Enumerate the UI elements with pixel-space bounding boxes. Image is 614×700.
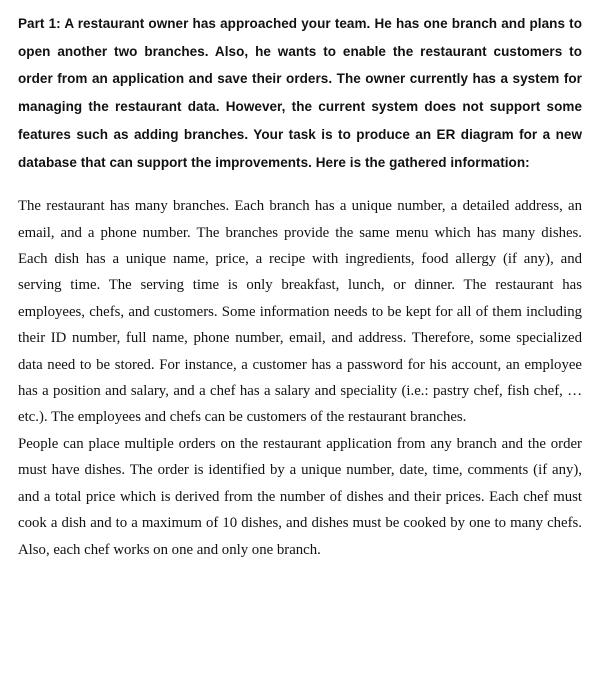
requirements-paragraph-1: The restaurant has many branches. Each branch has a unique number, a detailed address, an email, and a phone number. The branches provide the same menu which has many dishes. Each dish has a unique name, price, a recipe with ingredients, food allergy (if any), and serving time. The serving time is only breakfast, lunch, or dinner. The restaurant has employees, chefs, and customers. Some information needs to be kept for all of them including their ID number, full name, phone number, email, and address. Therefore, some specialized data need to be stored. For instance, a customer has a password for his account, an employee has a position and salary, and a chef has a salary and speciality (i.e.: pastry chef, fish chef, … etc.). The employees and chefs can be customers of the restaurant branches. bbox=[18, 198, 582, 426]
intro-paragraph: Part 1: A restaurant owner has approached your team. He has one branch and plans to open another two branches. Also, he wants to enable the restaurant customers to order from an application and save their orders. The owner currently has a system for managing the restaurant data. However, the current system does not support some features such as adding branches. Your task is to produce an ER diagram for a new database that can support the improvements. Here is the gathered information: bbox=[18, 16, 582, 170]
document-page bbox=[18, 10, 582, 563]
requirements-paragraph-2: People can place multiple orders on the restaurant application from any branch and the order must have dishes. The order is identified by a unique number, date, time, comments (if any), and a total price which is derived from the number of dishes and their prices. Each chef must cook a dish and to a maximum of 10 dishes, and dishes must be cooked by one to many chefs. Also, each chef works on one and only one branch. bbox=[18, 435, 582, 558]
